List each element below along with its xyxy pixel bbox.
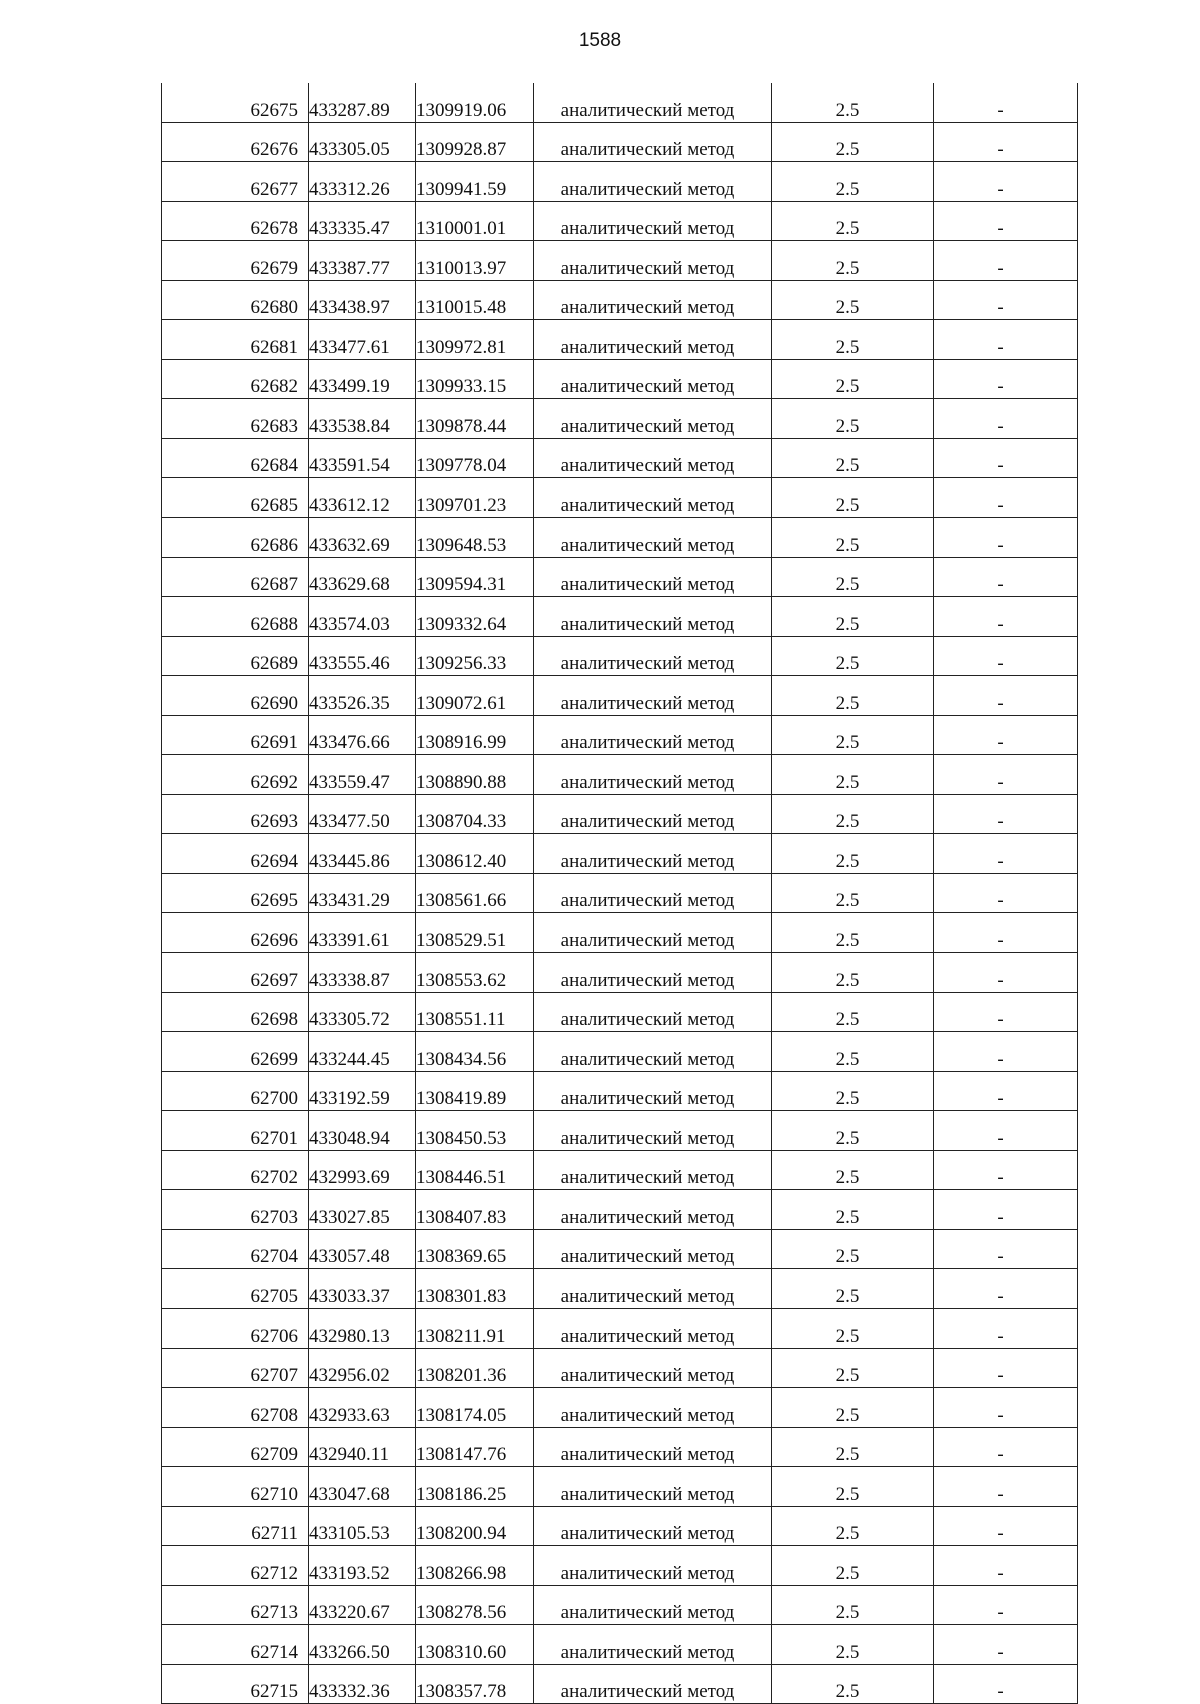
accuracy-cell: 2.5 (772, 1229, 934, 1269)
table-row (162, 162, 1078, 202)
x-coordinate-cell: 433612.12 (309, 478, 416, 518)
x-coordinate-cell: 433431.29 (309, 873, 416, 913)
table-row (162, 518, 1078, 558)
accuracy-cell: 2.5 (772, 557, 934, 597)
note-cell: - (934, 1229, 1078, 1269)
point-number-cell: 62679 (162, 241, 309, 281)
x-coordinate-cell: 432933.63 (309, 1388, 416, 1428)
coordinates-table-body (162, 83, 1078, 1704)
accuracy-cell: 2.5 (772, 1506, 934, 1546)
accuracy-cell: 2.5 (772, 676, 934, 716)
y-coordinate-cell: 1308278.56 (416, 1585, 534, 1625)
point-number-cell: 62711 (162, 1506, 309, 1546)
accuracy-cell: 2.5 (772, 953, 934, 993)
page-number: 1588 (578, 30, 622, 51)
x-coordinate-cell: 433305.72 (309, 992, 416, 1032)
method-cell: аналитический метод (534, 715, 772, 755)
accuracy-cell: 2.5 (772, 1071, 934, 1111)
method-cell: аналитический метод (534, 280, 772, 320)
note-cell: - (934, 794, 1078, 834)
y-coordinate-cell: 1308612.40 (416, 834, 534, 874)
note-cell: - (934, 992, 1078, 1032)
note-cell: - (934, 1348, 1078, 1388)
note-cell: - (934, 478, 1078, 518)
method-cell: аналитический метод (534, 83, 772, 122)
x-coordinate-cell: 433220.67 (309, 1585, 416, 1625)
table-row (162, 1229, 1078, 1269)
note-cell: - (934, 913, 1078, 953)
y-coordinate-cell: 1308211.91 (416, 1308, 534, 1348)
note-cell: - (934, 1585, 1078, 1625)
note-cell: - (934, 557, 1078, 597)
point-number-cell: 62703 (162, 1190, 309, 1230)
table-row (162, 1111, 1078, 1151)
method-cell: аналитический метод (534, 992, 772, 1032)
method-cell: аналитический метод (534, 1269, 772, 1309)
method-cell: аналитический метод (534, 834, 772, 874)
method-cell: аналитический метод (534, 162, 772, 202)
x-coordinate-cell: 433477.61 (309, 320, 416, 360)
x-coordinate-cell: 433057.48 (309, 1229, 416, 1269)
accuracy-cell: 2.5 (772, 1585, 934, 1625)
method-cell: аналитический метод (534, 557, 772, 597)
x-coordinate-cell: 433338.87 (309, 953, 416, 993)
y-coordinate-cell: 1309256.33 (416, 636, 534, 676)
table-row (162, 122, 1078, 162)
point-number-cell: 62704 (162, 1229, 309, 1269)
x-coordinate-cell: 433287.89 (309, 83, 416, 122)
x-coordinate-cell: 433574.03 (309, 597, 416, 637)
accuracy-cell: 2.5 (772, 478, 934, 518)
note-cell: - (934, 1467, 1078, 1507)
x-coordinate-cell: 433438.97 (309, 280, 416, 320)
y-coordinate-cell: 1309972.81 (416, 320, 534, 360)
method-cell: аналитический метод (534, 676, 772, 716)
point-number-cell: 62706 (162, 1308, 309, 1348)
note-cell: - (934, 1427, 1078, 1467)
accuracy-cell: 2.5 (772, 518, 934, 558)
y-coordinate-cell: 1309648.53 (416, 518, 534, 558)
point-number-cell: 62694 (162, 834, 309, 874)
method-cell: аналитический метод (534, 320, 772, 360)
method-cell: аналитический метод (534, 478, 772, 518)
x-coordinate-cell: 433445.86 (309, 834, 416, 874)
y-coordinate-cell: 1309701.23 (416, 478, 534, 518)
y-coordinate-cell: 1308529.51 (416, 913, 534, 953)
y-coordinate-cell: 1309928.87 (416, 122, 534, 162)
point-number-cell: 62687 (162, 557, 309, 597)
note-cell: - (934, 953, 1078, 993)
point-number-cell: 62675 (162, 83, 309, 122)
method-cell: аналитический метод (534, 1229, 772, 1269)
accuracy-cell: 2.5 (772, 280, 934, 320)
table-row (162, 1032, 1078, 1072)
x-coordinate-cell: 433332.36 (309, 1664, 416, 1704)
x-coordinate-cell: 433192.59 (309, 1071, 416, 1111)
method-cell: аналитический метод (534, 913, 772, 953)
accuracy-cell: 2.5 (772, 162, 934, 202)
point-number-cell: 62684 (162, 438, 309, 478)
table-row (162, 280, 1078, 320)
accuracy-cell: 2.5 (772, 1348, 934, 1388)
point-number-cell: 62699 (162, 1032, 309, 1072)
point-number-cell: 62691 (162, 715, 309, 755)
point-number-cell: 62685 (162, 478, 309, 518)
table-row (162, 873, 1078, 913)
x-coordinate-cell: 433477.50 (309, 794, 416, 834)
method-cell: аналитический метод (534, 794, 772, 834)
point-number-cell: 62697 (162, 953, 309, 993)
accuracy-cell: 2.5 (772, 913, 934, 953)
method-cell: аналитический метод (534, 1388, 772, 1428)
note-cell: - (934, 1190, 1078, 1230)
x-coordinate-cell: 433047.68 (309, 1467, 416, 1507)
accuracy-cell: 2.5 (772, 83, 934, 122)
table-row (162, 1506, 1078, 1546)
point-number-cell: 62688 (162, 597, 309, 637)
point-number-cell: 62710 (162, 1467, 309, 1507)
table-row (162, 1664, 1078, 1704)
point-number-cell: 62693 (162, 794, 309, 834)
x-coordinate-cell: 433033.37 (309, 1269, 416, 1309)
table-row (162, 201, 1078, 241)
method-cell: аналитический метод (534, 1506, 772, 1546)
accuracy-cell: 2.5 (772, 1032, 934, 1072)
table-row (162, 715, 1078, 755)
x-coordinate-cell: 433335.47 (309, 201, 416, 241)
accuracy-cell: 2.5 (772, 794, 934, 834)
y-coordinate-cell: 1309778.04 (416, 438, 534, 478)
note-cell: - (934, 399, 1078, 439)
accuracy-cell: 2.5 (772, 597, 934, 637)
x-coordinate-cell: 433476.66 (309, 715, 416, 755)
y-coordinate-cell: 1308357.78 (416, 1664, 534, 1704)
y-coordinate-cell: 1309941.59 (416, 162, 534, 202)
note-cell: - (934, 438, 1078, 478)
point-number-cell: 62686 (162, 518, 309, 558)
table-row (162, 1546, 1078, 1586)
note-cell: - (934, 1032, 1078, 1072)
y-coordinate-cell: 1309919.06 (416, 83, 534, 122)
point-number-cell: 62715 (162, 1664, 309, 1704)
method-cell: аналитический метод (534, 1585, 772, 1625)
y-coordinate-cell: 1308450.53 (416, 1111, 534, 1151)
method-cell: аналитический метод (534, 1071, 772, 1111)
accuracy-cell: 2.5 (772, 715, 934, 755)
point-number-cell: 62713 (162, 1585, 309, 1625)
y-coordinate-cell: 1308200.94 (416, 1506, 534, 1546)
x-coordinate-cell: 433499.19 (309, 359, 416, 399)
table-row (162, 676, 1078, 716)
point-number-cell: 62690 (162, 676, 309, 716)
note-cell: - (934, 241, 1078, 281)
accuracy-cell: 2.5 (772, 755, 934, 795)
accuracy-cell: 2.5 (772, 201, 934, 241)
accuracy-cell: 2.5 (772, 1190, 934, 1230)
note-cell: - (934, 1625, 1078, 1665)
method-cell: аналитический метод (534, 1190, 772, 1230)
method-cell: аналитический метод (534, 438, 772, 478)
coordinates-table (161, 83, 1078, 1704)
y-coordinate-cell: 1309933.15 (416, 359, 534, 399)
y-coordinate-cell: 1308553.62 (416, 953, 534, 993)
accuracy-cell: 2.5 (772, 1625, 934, 1665)
table-row (162, 241, 1078, 281)
accuracy-cell: 2.5 (772, 1546, 934, 1586)
method-cell: аналитический метод (534, 241, 772, 281)
table-row (162, 1150, 1078, 1190)
note-cell: - (934, 1269, 1078, 1309)
point-number-cell: 62681 (162, 320, 309, 360)
note-cell: - (934, 597, 1078, 637)
method-cell: аналитический метод (534, 873, 772, 913)
accuracy-cell: 2.5 (772, 1269, 934, 1309)
accuracy-cell: 2.5 (772, 320, 934, 360)
table-row (162, 597, 1078, 637)
x-coordinate-cell: 433632.69 (309, 518, 416, 558)
note-cell: - (934, 518, 1078, 558)
x-coordinate-cell: 433555.46 (309, 636, 416, 676)
table-row (162, 1308, 1078, 1348)
y-coordinate-cell: 1308446.51 (416, 1150, 534, 1190)
y-coordinate-cell: 1308561.66 (416, 873, 534, 913)
point-number-cell: 62692 (162, 755, 309, 795)
point-number-cell: 62696 (162, 913, 309, 953)
method-cell: аналитический метод (534, 399, 772, 439)
method-cell: аналитический метод (534, 953, 772, 993)
accuracy-cell: 2.5 (772, 636, 934, 676)
y-coordinate-cell: 1308147.76 (416, 1427, 534, 1467)
table-row (162, 320, 1078, 360)
note-cell: - (934, 676, 1078, 716)
accuracy-cell: 2.5 (772, 1467, 934, 1507)
point-number-cell: 62677 (162, 162, 309, 202)
method-cell: аналитический метод (534, 1111, 772, 1151)
method-cell: аналитический метод (534, 1348, 772, 1388)
point-number-cell: 62695 (162, 873, 309, 913)
point-number-cell: 62683 (162, 399, 309, 439)
table-row (162, 1427, 1078, 1467)
y-coordinate-cell: 1308301.83 (416, 1269, 534, 1309)
y-coordinate-cell: 1308369.65 (416, 1229, 534, 1269)
y-coordinate-cell: 1309594.31 (416, 557, 534, 597)
x-coordinate-cell: 432993.69 (309, 1150, 416, 1190)
table-row (162, 794, 1078, 834)
point-number-cell: 62707 (162, 1348, 309, 1388)
y-coordinate-cell: 1308704.33 (416, 794, 534, 834)
note-cell: - (934, 201, 1078, 241)
y-coordinate-cell: 1308434.56 (416, 1032, 534, 1072)
accuracy-cell: 2.5 (772, 1388, 934, 1428)
accuracy-cell: 2.5 (772, 992, 934, 1032)
method-cell: аналитический метод (534, 636, 772, 676)
note-cell: - (934, 755, 1078, 795)
point-number-cell: 62700 (162, 1071, 309, 1111)
table-row (162, 1348, 1078, 1388)
accuracy-cell: 2.5 (772, 1308, 934, 1348)
note-cell: - (934, 1150, 1078, 1190)
method-cell: аналитический метод (534, 1427, 772, 1467)
table-row (162, 1467, 1078, 1507)
x-coordinate-cell: 432956.02 (309, 1348, 416, 1388)
y-coordinate-cell: 1308407.83 (416, 1190, 534, 1230)
method-cell: аналитический метод (534, 518, 772, 558)
note-cell: - (934, 359, 1078, 399)
point-number-cell: 62698 (162, 992, 309, 1032)
table-row (162, 1190, 1078, 1230)
method-cell: аналитический метод (534, 1546, 772, 1586)
method-cell: аналитический метод (534, 1664, 772, 1704)
y-coordinate-cell: 1308890.88 (416, 755, 534, 795)
y-coordinate-cell: 1308916.99 (416, 715, 534, 755)
accuracy-cell: 2.5 (772, 438, 934, 478)
point-number-cell: 62701 (162, 1111, 309, 1151)
note-cell: - (934, 1664, 1078, 1704)
note-cell: - (934, 320, 1078, 360)
note-cell: - (934, 1506, 1078, 1546)
note-cell: - (934, 1111, 1078, 1151)
accuracy-cell: 2.5 (772, 834, 934, 874)
note-cell: - (934, 280, 1078, 320)
y-coordinate-cell: 1308310.60 (416, 1625, 534, 1665)
point-number-cell: 62708 (162, 1388, 309, 1428)
y-coordinate-cell: 1308551.11 (416, 992, 534, 1032)
accuracy-cell: 2.5 (772, 1111, 934, 1151)
note-cell: - (934, 122, 1078, 162)
table-row (162, 913, 1078, 953)
point-number-cell: 62682 (162, 359, 309, 399)
y-coordinate-cell: 1308186.25 (416, 1467, 534, 1507)
method-cell: аналитический метод (534, 359, 772, 399)
y-coordinate-cell: 1310015.48 (416, 280, 534, 320)
y-coordinate-cell: 1309072.61 (416, 676, 534, 716)
y-coordinate-cell: 1310001.01 (416, 201, 534, 241)
method-cell: аналитический метод (534, 597, 772, 637)
accuracy-cell: 2.5 (772, 399, 934, 439)
table-row (162, 557, 1078, 597)
point-number-cell: 62680 (162, 280, 309, 320)
table-row (162, 1071, 1078, 1111)
y-coordinate-cell: 1310013.97 (416, 241, 534, 281)
y-coordinate-cell: 1309332.64 (416, 597, 534, 637)
x-coordinate-cell: 433027.85 (309, 1190, 416, 1230)
point-number-cell: 62705 (162, 1269, 309, 1309)
x-coordinate-cell: 433591.54 (309, 438, 416, 478)
accuracy-cell: 2.5 (772, 873, 934, 913)
method-cell: аналитический метод (534, 1467, 772, 1507)
note-cell: - (934, 636, 1078, 676)
x-coordinate-cell: 432940.11 (309, 1427, 416, 1467)
point-number-cell: 62676 (162, 122, 309, 162)
table-row (162, 992, 1078, 1032)
x-coordinate-cell: 433559.47 (309, 755, 416, 795)
method-cell: аналитический метод (534, 122, 772, 162)
table-row (162, 953, 1078, 993)
note-cell: - (934, 715, 1078, 755)
y-coordinate-cell: 1308419.89 (416, 1071, 534, 1111)
note-cell: - (934, 1071, 1078, 1111)
table-row (162, 1269, 1078, 1309)
x-coordinate-cell: 433244.45 (309, 1032, 416, 1072)
note-cell: - (934, 1546, 1078, 1586)
note-cell: - (934, 1308, 1078, 1348)
x-coordinate-cell: 433538.84 (309, 399, 416, 439)
method-cell: аналитический метод (534, 1308, 772, 1348)
x-coordinate-cell: 432980.13 (309, 1308, 416, 1348)
table-row (162, 834, 1078, 874)
method-cell: аналитический метод (534, 1625, 772, 1665)
x-coordinate-cell: 433193.52 (309, 1546, 416, 1586)
table-row (162, 636, 1078, 676)
point-number-cell: 62712 (162, 1546, 309, 1586)
table-row (162, 1388, 1078, 1428)
note-cell: - (934, 83, 1078, 122)
accuracy-cell: 2.5 (772, 359, 934, 399)
accuracy-cell: 2.5 (772, 241, 934, 281)
note-cell: - (934, 1388, 1078, 1428)
x-coordinate-cell: 433048.94 (309, 1111, 416, 1151)
table-row (162, 359, 1078, 399)
x-coordinate-cell: 433305.05 (309, 122, 416, 162)
table-row (162, 399, 1078, 439)
accuracy-cell: 2.5 (772, 1150, 934, 1190)
y-coordinate-cell: 1309878.44 (416, 399, 534, 439)
x-coordinate-cell: 433105.53 (309, 1506, 416, 1546)
method-cell: аналитический метод (534, 1150, 772, 1190)
point-number-cell: 62714 (162, 1625, 309, 1665)
table-row (162, 755, 1078, 795)
point-number-cell: 62709 (162, 1427, 309, 1467)
table-row (162, 1625, 1078, 1665)
note-cell: - (934, 834, 1078, 874)
point-number-cell: 62678 (162, 201, 309, 241)
y-coordinate-cell: 1308174.05 (416, 1388, 534, 1428)
note-cell: - (934, 162, 1078, 202)
x-coordinate-cell: 433266.50 (309, 1625, 416, 1665)
point-number-cell: 62689 (162, 636, 309, 676)
x-coordinate-cell: 433387.77 (309, 241, 416, 281)
table-row (162, 478, 1078, 518)
method-cell: аналитический метод (534, 755, 772, 795)
x-coordinate-cell: 433391.61 (309, 913, 416, 953)
accuracy-cell: 2.5 (772, 1427, 934, 1467)
accuracy-cell: 2.5 (772, 122, 934, 162)
method-cell: аналитический метод (534, 1032, 772, 1072)
x-coordinate-cell: 433526.35 (309, 676, 416, 716)
table-row (162, 438, 1078, 478)
y-coordinate-cell: 1308266.98 (416, 1546, 534, 1586)
accuracy-cell: 2.5 (772, 1664, 934, 1704)
y-coordinate-cell: 1308201.36 (416, 1348, 534, 1388)
point-number-cell: 62702 (162, 1150, 309, 1190)
table-row (162, 83, 1078, 122)
method-cell: аналитический метод (534, 201, 772, 241)
x-coordinate-cell: 433629.68 (309, 557, 416, 597)
table-row (162, 1585, 1078, 1625)
x-coordinate-cell: 433312.26 (309, 162, 416, 202)
note-cell: - (934, 873, 1078, 913)
